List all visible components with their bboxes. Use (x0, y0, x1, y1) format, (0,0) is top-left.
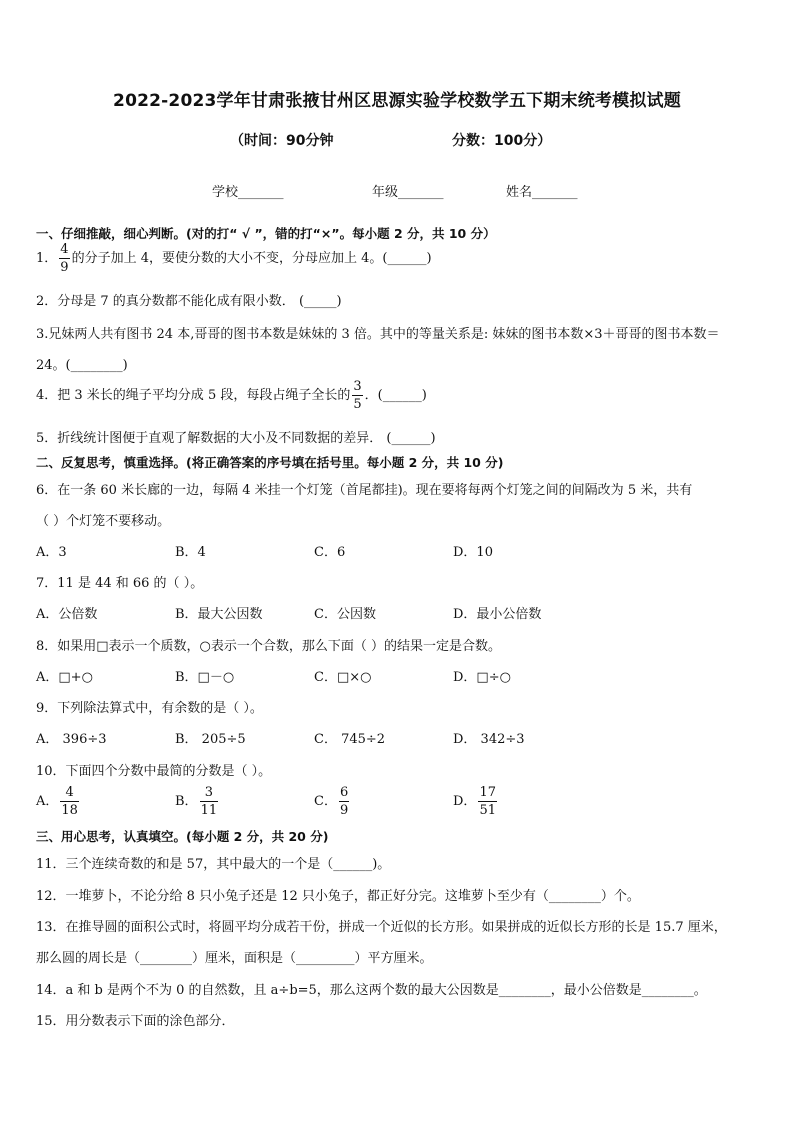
question-number: 1． (36, 251, 58, 266)
q6-option-d: D．10 (453, 545, 493, 560)
denominator: 51 (479, 803, 496, 818)
numerator: 3 (200, 786, 219, 802)
numerator: 17 (479, 785, 496, 800)
grade-field: 年级_______ (372, 185, 444, 200)
question-6-line-1: 6．在一条 60 米长廊的一边，每隔 4 米挂一个灯笼（首尾都挂)。现在要将每两个灯笼之间的间隔改为 5 米，共有 (36, 483, 693, 498)
denominator: 9 (339, 803, 349, 818)
question-10: 10．下面四个分数中最简的分数是（ ）。 (36, 764, 272, 779)
question-12: 12．一堆萝卜，不论分给 8 只小兔子还是 12 只小兔子，都正好分完。这堆萝卜至少有（________）个。 (36, 889, 640, 904)
exam-time: （时间：90分钟 (230, 133, 334, 149)
question-1 (36, 243, 432, 274)
denominator: 11 (200, 803, 218, 818)
question-9: 9．下列除法算式中，有余数的是（ ）。 (36, 701, 263, 716)
question-8: 8．如果用□表示一个质数，○表示一个合数，那么下面（ ）的结果一定是合数。 (36, 639, 502, 654)
fraction (478, 786, 497, 817)
numerator: 4 (60, 242, 69, 257)
question-6-line-2: （ ）个灯笼不要移动。 (36, 514, 171, 529)
q7-option-a: A．公倍数 (36, 607, 98, 622)
q8-option-a: A．□+○ (36, 670, 93, 685)
q10-option-a (36, 786, 81, 817)
question-13-line-1: 13．在推导圆的面积公式时，将圆平均分成若干份，拼成一个近似的长方形。如果拼成的近似长方形的长是 15.7 厘米， (36, 920, 727, 935)
exam-score: 分数：100分） (452, 133, 552, 149)
q8-option-b: B．□－○ (175, 670, 235, 685)
question-text: 4．把 3 米长的绳子平均分成 5 段，每段占绳子全长的 (36, 388, 351, 403)
section-1-heading: 一、仔细推敲，细心判断。(对的打“ √ ”，错的打“×”。每小题 2 分，共 10 分） (36, 226, 496, 241)
fraction (59, 243, 69, 274)
q9-option-a: A． 396÷3 (36, 732, 107, 747)
q6-option-b: B．4 (175, 545, 206, 560)
fraction (352, 380, 362, 411)
question-13-line-2: 那么圆的周长是（________）厘米，面积是（_________）平方厘米。 (36, 951, 433, 966)
name-field: 姓名_______ (506, 185, 578, 200)
option-label: D． (453, 794, 477, 809)
question-7: 7．11 是 44 和 66 的（ ）。 (36, 576, 204, 591)
q10-option-b (175, 786, 220, 817)
denominator: 18 (61, 803, 78, 818)
denominator: 5 (353, 397, 362, 412)
question-text: 的分子加上 4，要使分数的大小不变，分母应加上 4。(______) (71, 251, 432, 266)
fraction (60, 786, 79, 817)
question-5: 5．折线统计图便于直观了解数据的大小及不同数据的差异． (______) (36, 431, 436, 446)
option-label: C． (314, 794, 337, 809)
q10-option-c (314, 786, 351, 817)
numerator: 3 (353, 379, 362, 394)
denominator: 9 (60, 260, 69, 275)
q6-option-c: C．6 (314, 545, 346, 560)
q8-option-d: D．□÷○ (453, 670, 511, 685)
question-15: 15．用分数表示下面的涂色部分． (36, 1014, 235, 1029)
section-3-heading: 三、用心思考，认真填空。(每小题 2 分，共 20 分) (36, 829, 329, 844)
question-text-suffix: ．(______) (364, 388, 427, 403)
q6-option-a: A．3 (36, 545, 67, 560)
q9-option-b: B． 205÷5 (175, 732, 246, 747)
school-field: 学校_______ (212, 185, 284, 200)
q7-option-d: D．最小公倍数 (453, 607, 542, 622)
question-3-line-2: 24。(________) (36, 358, 128, 373)
q8-option-c: C．□×○ (314, 670, 372, 685)
section-2-heading: 二、反复思考，慎重选择。(将正确答案的序号填在括号里。每小题 2 分，共 10 分) (36, 455, 504, 470)
q7-option-b: B．最大公因数 (175, 607, 263, 622)
fraction (200, 786, 219, 817)
q9-option-c: C． 745÷2 (314, 732, 386, 747)
question-3-line-1: 3.兄妹两人共有图书 24 本,哥哥的图书本数是妹妹的 3 倍。其中的等量关系是: 妹妹的图书本数×3＋哥哥的图书本数＝ (36, 327, 720, 342)
option-label: B． (175, 794, 198, 809)
numerator: 4 (60, 786, 79, 802)
question-4 (36, 380, 427, 411)
question-14: 14．a 和 b 是两个不为 0 的自然数，且 a÷b=5，那么这两个数的最大公因数是________，最小公倍数是________。 (36, 983, 707, 998)
page-title: 2022-2023学年甘肃张掖甘州区思源实验学校数学五下期末统考模拟试题 (113, 91, 681, 111)
numerator: 6 (339, 785, 349, 800)
q7-option-c: C．公因数 (314, 607, 376, 622)
fraction (339, 786, 349, 817)
question-11: 11．三个连续奇数的和是 57，其中最大的一个是（______)。 (36, 857, 391, 872)
option-label: A． (36, 794, 59, 809)
q10-option-d (453, 786, 499, 817)
q9-option-d: D． 342÷3 (453, 732, 525, 747)
question-2: 2．分母是 7 的真分数都不能化成有限小数． (_____) (36, 294, 342, 309)
